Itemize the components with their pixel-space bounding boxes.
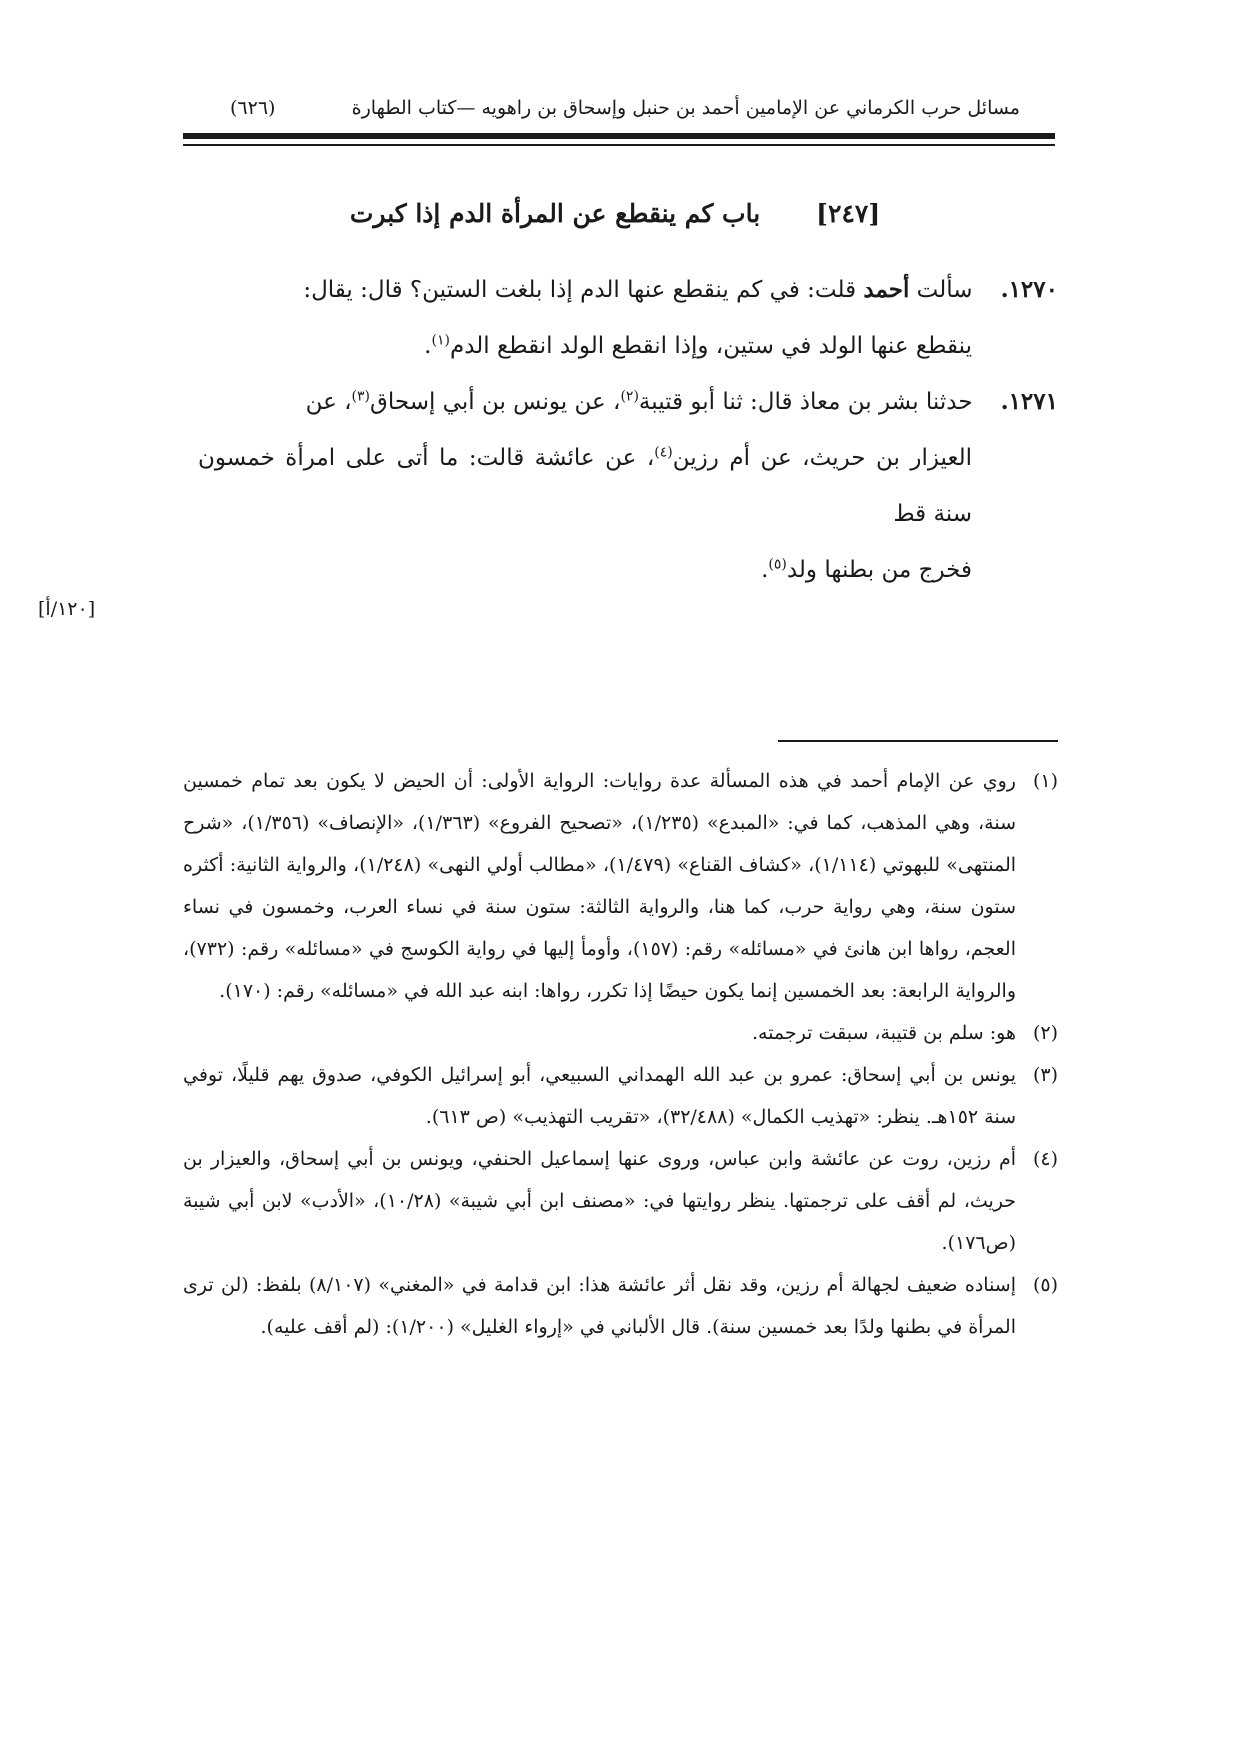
main-text: [198, 262, 1058, 598]
paragraph-1271-cont: [198, 542, 1058, 598]
footnote-text: إسناده ضعيف لجهالة أم رزين، وقد نقل أثر عائشة هذا: ابن قدامة في «المغني» (٨/١٠٧) بلفظ: (لن ترى المرأة في بطنها ولدًا بعد خمسين سنة). قال الألباني في «إرواء الغليل» (١/٢٠٠): (لم أقف عليه).: [183, 1274, 1017, 1338]
text-segment: ، عن عائشة قالت: ما أتى على امرأة خمسون سنة قط: [198, 445, 972, 527]
paragraph-1271-cont: [198, 430, 1058, 542]
chapter-title: باب كم ينقطع عن المرأة الدم إذا كبرت: [349, 198, 761, 228]
footnote-5: [183, 1264, 1058, 1348]
footnote-ref-1[interactable]: (١): [431, 332, 450, 349]
text-segment: حدثنا بشر بن معاذ قال: ثنا أبو قتيبة: [638, 389, 973, 415]
footnote-1: [183, 760, 1058, 1012]
paragraph-number: ١٢٧٠.: [1000, 276, 1058, 303]
narrator-name: أحمد: [863, 276, 910, 303]
chapter-heading: [330, 193, 900, 233]
text-segment: العيزار بن حريث، عن أم رزين: [672, 445, 972, 471]
footnote-number: (٢): [1032, 1022, 1058, 1044]
paragraph-1270-cont: [198, 318, 1058, 374]
footnote-text: روي عن الإمام أحمد في هذه المسألة عدة روايات: الرواية الأولى: أن الحيض لا يكون بعد تمام خمسين سنة، وهي المذهب، كما في: «المبدع» (١/٢٣٥)، «تصحيح الفروع» (١/٣٦٣)، «الإنصاف» (١/٣٥٦)، «شرح المنتهى» للبهوتي (١/١١٤)، «كشاف القناع» (١/٤٧٩)، «مطالب أولي النهى» (١/٢٤٨)، والرواية الثانية: أكثره ستون سنة، وهي رواية حرب، كما هنا، والرواية الثالثة: ستون سنة في نساء العرب، وخمسون في نساء العجم، رواها ابن هانئ في «مسائله» رقم: (١٥٧)، وأومأ إليها في رواية الكوسج في «مسائله» رقم: (٧٣٢)، والرواية الرابعة: بعد الخمسين إنما يكون حيضًا إذا تكرر، رواها: ابنه عبد الله في «مسائله» رقم: (١٧٠).: [183, 770, 1017, 1002]
footnote-text: أم رزين، روت عن عائشة وابن عباس، وروى عنها إسماعيل الحنفي، ويونس بن أبي إسحاق، والعيزار بن حريث، لم أقف على ترجمتها. ينظر روايتها في: «مصنف ابن أبي شيبة» (١٠/٢٨)، «الأدب» لابن أبي شيبة (ص١٧٦).: [183, 1148, 1016, 1254]
footnotes: [183, 760, 1058, 1348]
text-segment: ، عن: [305, 389, 352, 415]
footnote-3: [183, 1054, 1058, 1138]
footnote-number: (١): [1032, 770, 1058, 792]
text-segment: .: [424, 333, 432, 359]
footnote-number: (٤): [1032, 1148, 1058, 1170]
header-title: مسائل حرب الكرماني عن الإمامين أحمد بن حنبل وإسحاق بن راهويه —كتاب الطهارة: [351, 97, 1020, 119]
text-segment: سألت: [909, 277, 973, 303]
footnote-number: (٥): [1032, 1274, 1058, 1296]
text-segment: ، عن يونس بن أبي إسحاق: [370, 389, 621, 415]
footnote-ref-2[interactable]: (٢): [620, 388, 639, 405]
footnote-separator: [778, 740, 1058, 742]
footnote-text: يونس بن أبي إسحاق: عمرو بن عبد الله الهمداني السبيعي، أبو إسرائيل الكوفي، صدوق يهم قليلًا، توفي سنة ١٥٢هـ. ينظر: «تهذيب الكمال» (٣٢/٤٨٨)، «تقريب التهذيب» (ص ٦١٣).: [183, 1064, 1016, 1128]
text-segment: .: [761, 557, 769, 583]
paragraph-1270: [198, 262, 1058, 318]
text-segment: ينقطع عنها الولد في ستين، وإذا انقطع الولد انقطع الدم: [449, 333, 972, 359]
paragraph-number: ١٢٧١.: [1000, 388, 1058, 415]
footnote-number: (٣): [1032, 1064, 1058, 1086]
footnote-ref-5[interactable]: (٥): [768, 556, 787, 573]
page-number: (٦٢٦): [230, 97, 276, 119]
chapter-number: [٢٤٧]: [816, 198, 881, 228]
header-rule-thick: [183, 133, 1055, 139]
footnote-ref-3[interactable]: (٣): [351, 388, 370, 405]
header-rule-thin: [183, 144, 1055, 146]
footnote-2: [183, 1012, 1058, 1054]
footnote-text: هو: سلم بن قتيبة، سبقت ترجمته.: [751, 1022, 1016, 1044]
text-segment: قلت: في كم ينقطع عنها الدم إذا بلغت الستين؟ قال: يقال:: [303, 277, 864, 303]
paragraph-1271: [198, 374, 1058, 430]
text-segment: فخرج من بطنها ولد: [786, 557, 972, 583]
running-header: [230, 92, 1020, 124]
footnote-4: [183, 1138, 1058, 1264]
manuscript-folio-note: [١٢٠/أ]: [38, 598, 96, 620]
footnote-ref-4[interactable]: (٤): [654, 444, 673, 461]
